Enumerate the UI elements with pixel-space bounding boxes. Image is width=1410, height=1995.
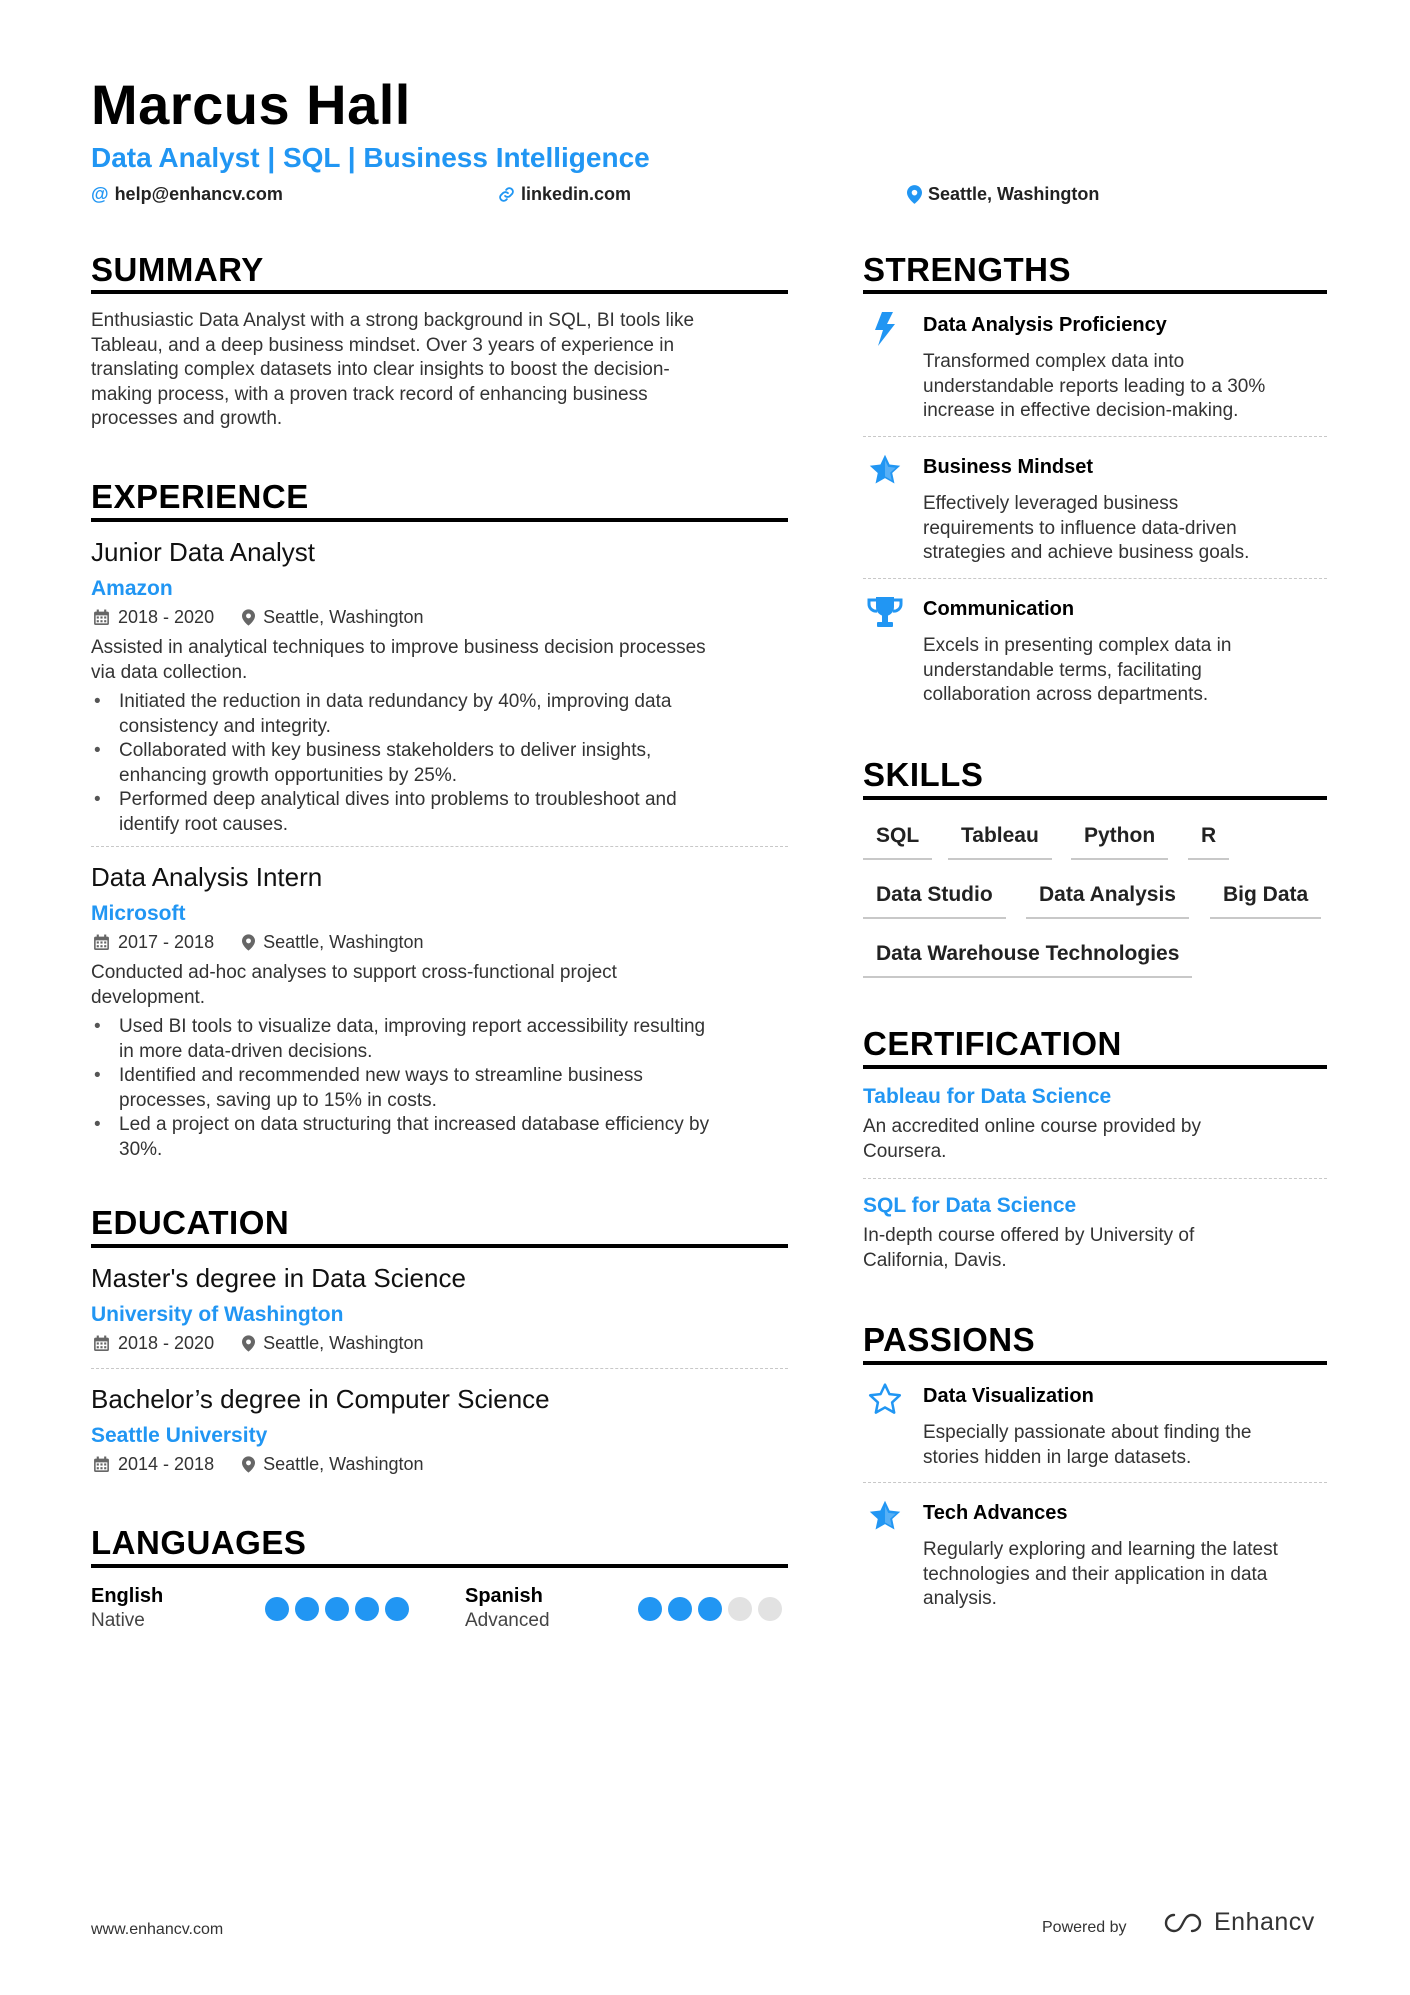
rating-dot-filled bbox=[668, 1597, 692, 1621]
bullet-line: • Identified and recommended new ways to streamline business bbox=[119, 1065, 643, 1086]
education-meta bbox=[93, 1333, 424, 1354]
education-location bbox=[242, 1333, 423, 1354]
strength-title: Communication bbox=[923, 598, 1075, 620]
contact-linkedin[interactable] bbox=[498, 184, 631, 205]
experience-heading: EXPERIENCE bbox=[91, 478, 309, 515]
map-pin-icon bbox=[242, 934, 255, 951]
certification-description bbox=[863, 1224, 1327, 1273]
company-name: Microsoft bbox=[91, 902, 186, 925]
job-description-line: development. bbox=[91, 986, 206, 1008]
summary-rule bbox=[91, 290, 788, 294]
enhancv-logo[interactable] bbox=[1160, 1908, 1315, 1937]
calendar-icon bbox=[93, 1335, 110, 1352]
skill-tag: Tableau bbox=[948, 824, 1052, 860]
skill-tag: Python bbox=[1071, 824, 1168, 860]
certification-description bbox=[863, 1115, 1327, 1164]
education-dates: 2018 - 2020 bbox=[118, 1333, 215, 1353]
strength-line: requirements to influence data-driven bbox=[923, 517, 1237, 539]
star-filled-icon bbox=[865, 1496, 905, 1536]
strength-description bbox=[923, 492, 1323, 566]
degree-title: Bachelor’s degree in Computer Science bbox=[91, 1384, 550, 1414]
strength-line: increase in effective decision-making. bbox=[923, 400, 1239, 421]
bullet-line: enhancing growth opportunities by 25%. bbox=[119, 764, 458, 786]
strength-description bbox=[923, 350, 1323, 424]
strength-description bbox=[923, 634, 1323, 708]
calendar-icon bbox=[93, 1456, 110, 1473]
strength-line: understandable terms, facilitating bbox=[923, 659, 1202, 681]
divider bbox=[91, 846, 788, 847]
passions-rule bbox=[863, 1361, 1327, 1365]
strengths-rule bbox=[863, 290, 1327, 294]
strength-line: Excels in presenting complex data in bbox=[923, 635, 1232, 656]
map-pin-icon bbox=[907, 185, 922, 204]
footer-powered-by: Powered by bbox=[1042, 1919, 1127, 1936]
skill-tag: Data Analysis bbox=[1026, 883, 1189, 919]
list-item bbox=[91, 690, 788, 739]
strengths-heading: STRENGTHS bbox=[863, 251, 1072, 288]
divider bbox=[863, 578, 1327, 579]
list-item bbox=[91, 1015, 788, 1064]
strength-line: Transformed complex data into bbox=[923, 351, 1185, 372]
rating-dot-filled bbox=[638, 1597, 662, 1621]
bullet-line: consistency and integrity. bbox=[119, 715, 331, 737]
passion-line: analysis. bbox=[923, 1588, 997, 1609]
language-name: Spanish bbox=[465, 1585, 543, 1607]
divider bbox=[863, 436, 1327, 437]
job-location bbox=[242, 607, 423, 628]
bullet-line: identify root causes. bbox=[119, 813, 288, 835]
link-icon bbox=[498, 186, 515, 203]
passion-line: technologies and their application in data bbox=[923, 1563, 1268, 1585]
summary-line: translating complex datasets into clear insights to boost the decision- bbox=[91, 359, 670, 380]
map-pin-icon bbox=[242, 609, 255, 626]
language-rating bbox=[265, 1597, 409, 1621]
trophy-icon bbox=[865, 592, 905, 632]
education-meta bbox=[93, 1454, 424, 1475]
candidate-title: Data Analyst | SQL | Business Intelligence bbox=[91, 142, 650, 173]
passion-description bbox=[923, 1538, 1323, 1612]
list-item bbox=[91, 739, 788, 788]
language-level: Native bbox=[91, 1610, 145, 1631]
education-heading: EDUCATION bbox=[91, 1204, 290, 1241]
divider bbox=[91, 1368, 788, 1369]
job-location bbox=[242, 932, 423, 953]
strength-line: understandable reports leading to a 30% bbox=[923, 375, 1266, 397]
summary-line: Tableau, and a deep business mindset. Over 3 years of experience in bbox=[91, 334, 675, 356]
passion-title: Data Visualization bbox=[923, 1385, 1094, 1407]
location-text: Seattle, Washington bbox=[928, 184, 1100, 204]
star-filled-icon bbox=[865, 450, 905, 490]
rating-dot-filled bbox=[295, 1597, 319, 1621]
job-title: Junior Data Analyst bbox=[91, 537, 316, 567]
education-location-text: Seattle, Washington bbox=[263, 1454, 424, 1474]
education-rule bbox=[91, 1244, 788, 1248]
certification-title: Tableau for Data Science bbox=[863, 1085, 1112, 1108]
summary-line: processes and growth. bbox=[91, 408, 283, 429]
school-name: University of Washington bbox=[91, 1303, 344, 1326]
rating-dot-empty bbox=[758, 1597, 782, 1621]
languages-rule bbox=[91, 1564, 788, 1568]
star-outline-icon bbox=[865, 1379, 905, 1419]
summary-text bbox=[91, 309, 788, 432]
job-description-line: via data collection. bbox=[91, 661, 248, 683]
certification-line: An accredited online course provided by bbox=[863, 1116, 1201, 1137]
at-sign-icon: @ bbox=[91, 184, 109, 204]
enhancv-logo-icon bbox=[1160, 1911, 1206, 1935]
bullet-line: in more data-driven decisions. bbox=[119, 1040, 373, 1062]
list-item bbox=[91, 1064, 788, 1113]
job-meta bbox=[93, 932, 424, 953]
divider bbox=[863, 1178, 1327, 1179]
degree-title: Master's degree in Data Science bbox=[91, 1263, 466, 1293]
skills-heading: SKILLS bbox=[863, 756, 984, 793]
map-pin-icon bbox=[242, 1456, 255, 1473]
map-pin-icon bbox=[242, 1335, 255, 1352]
education-location-text: Seattle, Washington bbox=[263, 1333, 424, 1353]
bullet-line: • Collaborated with key business stakeholders to deliver insights, bbox=[119, 740, 652, 761]
skill-tag: Data Warehouse Technologies bbox=[863, 942, 1192, 978]
bullet-line: • Initiated the reduction in data redundancy by 40%, improving data bbox=[119, 691, 672, 712]
strength-line: collaboration across departments. bbox=[923, 684, 1209, 705]
summary-heading: SUMMARY bbox=[91, 251, 264, 288]
list-item bbox=[91, 788, 788, 837]
list-item bbox=[91, 1113, 788, 1162]
certification-line: Coursera. bbox=[863, 1140, 947, 1162]
certification-title: SQL for Data Science bbox=[863, 1194, 1077, 1217]
certification-heading: CERTIFICATION bbox=[863, 1025, 1122, 1062]
rating-dot-filled bbox=[385, 1597, 409, 1621]
rating-dot-filled bbox=[355, 1597, 379, 1621]
rating-dot-empty bbox=[728, 1597, 752, 1621]
job-meta bbox=[93, 607, 424, 628]
passion-line: stories hidden in large datasets. bbox=[923, 1446, 1192, 1468]
lightning-icon bbox=[865, 309, 905, 349]
email-text: help@enhancv.com bbox=[114, 184, 283, 204]
job-bullets bbox=[91, 1015, 788, 1162]
divider bbox=[863, 1482, 1327, 1483]
rating-dot-filled bbox=[265, 1597, 289, 1621]
summary-line: Enthusiastic Data Analyst with a strong background in SQL, BI tools like bbox=[91, 310, 695, 331]
job-description bbox=[91, 636, 788, 685]
bullet-line: • Used BI tools to visualize data, improving report accessibility resulting bbox=[119, 1016, 706, 1037]
strength-title: Data Analysis Proficiency bbox=[923, 314, 1167, 336]
bullet-line: 30%. bbox=[119, 1138, 163, 1160]
company-name: Amazon bbox=[91, 577, 173, 600]
contact-location bbox=[907, 184, 1099, 205]
skill-tag: R bbox=[1188, 824, 1229, 860]
strength-line: Effectively leveraged business bbox=[923, 493, 1179, 514]
strength-line: strategies and achieve business goals. bbox=[923, 542, 1250, 563]
experience-rule bbox=[91, 518, 788, 522]
skills-rule bbox=[863, 796, 1327, 800]
contact-email[interactable] bbox=[91, 184, 283, 205]
education-location bbox=[242, 1454, 423, 1475]
languages-heading: LANGUAGES bbox=[91, 1524, 307, 1561]
skill-tag: Data Studio bbox=[863, 883, 1006, 919]
skill-tag: SQL bbox=[863, 824, 932, 860]
language-name: English bbox=[91, 1585, 164, 1607]
job-description bbox=[91, 961, 788, 1010]
certification-line: In-depth course offered by University of bbox=[863, 1225, 1195, 1246]
bullet-line: • Performed deep analytical dives into problems to troubleshoot and bbox=[119, 789, 677, 810]
job-bullets bbox=[91, 690, 788, 837]
job-location-text: Seattle, Washington bbox=[263, 607, 424, 627]
calendar-icon bbox=[93, 609, 110, 626]
enhancv-logo-text: Enhancv bbox=[1214, 1908, 1315, 1936]
language-rating bbox=[638, 1597, 782, 1621]
job-location-text: Seattle, Washington bbox=[263, 932, 424, 952]
bullet-line: processes, saving up to 15% in costs. bbox=[119, 1089, 437, 1111]
strength-title: Business Mindset bbox=[923, 456, 1094, 478]
job-title: Data Analysis Intern bbox=[91, 862, 323, 892]
rating-dot-filled bbox=[325, 1597, 349, 1621]
certification-line: California, Davis. bbox=[863, 1249, 1007, 1271]
calendar-icon bbox=[93, 934, 110, 951]
school-name: Seattle University bbox=[91, 1424, 268, 1447]
rating-dot-filled bbox=[698, 1597, 722, 1621]
passion-line: Especially passionate about finding the bbox=[923, 1422, 1252, 1443]
certification-rule bbox=[863, 1065, 1327, 1069]
job-description-line: Assisted in analytical techniques to improve business decision processes bbox=[91, 637, 706, 658]
summary-line: making process, with a proven track record of enhancing business bbox=[91, 383, 648, 405]
job-description-line: Conducted ad-hoc analyses to support cross-functional project bbox=[91, 962, 617, 983]
education-dates: 2014 - 2018 bbox=[118, 1454, 215, 1474]
job-dates: 2017 - 2018 bbox=[118, 932, 215, 952]
passion-line: Regularly exploring and learning the latest bbox=[923, 1539, 1278, 1560]
candidate-name: Marcus Hall bbox=[91, 73, 411, 136]
skill-tag: Big Data bbox=[1210, 883, 1321, 919]
language-level: Advanced bbox=[465, 1610, 550, 1631]
footer-website[interactable]: www.enhancv.com bbox=[91, 1921, 224, 1938]
passion-description bbox=[923, 1421, 1323, 1470]
linkedin-text: linkedin.com bbox=[521, 184, 632, 204]
passion-title: Tech Advances bbox=[923, 1502, 1068, 1524]
job-dates: 2018 - 2020 bbox=[118, 607, 215, 627]
passions-heading: PASSIONS bbox=[863, 1321, 1036, 1358]
bullet-line: • Led a project on data structuring that increased database efficiency by bbox=[119, 1114, 710, 1135]
